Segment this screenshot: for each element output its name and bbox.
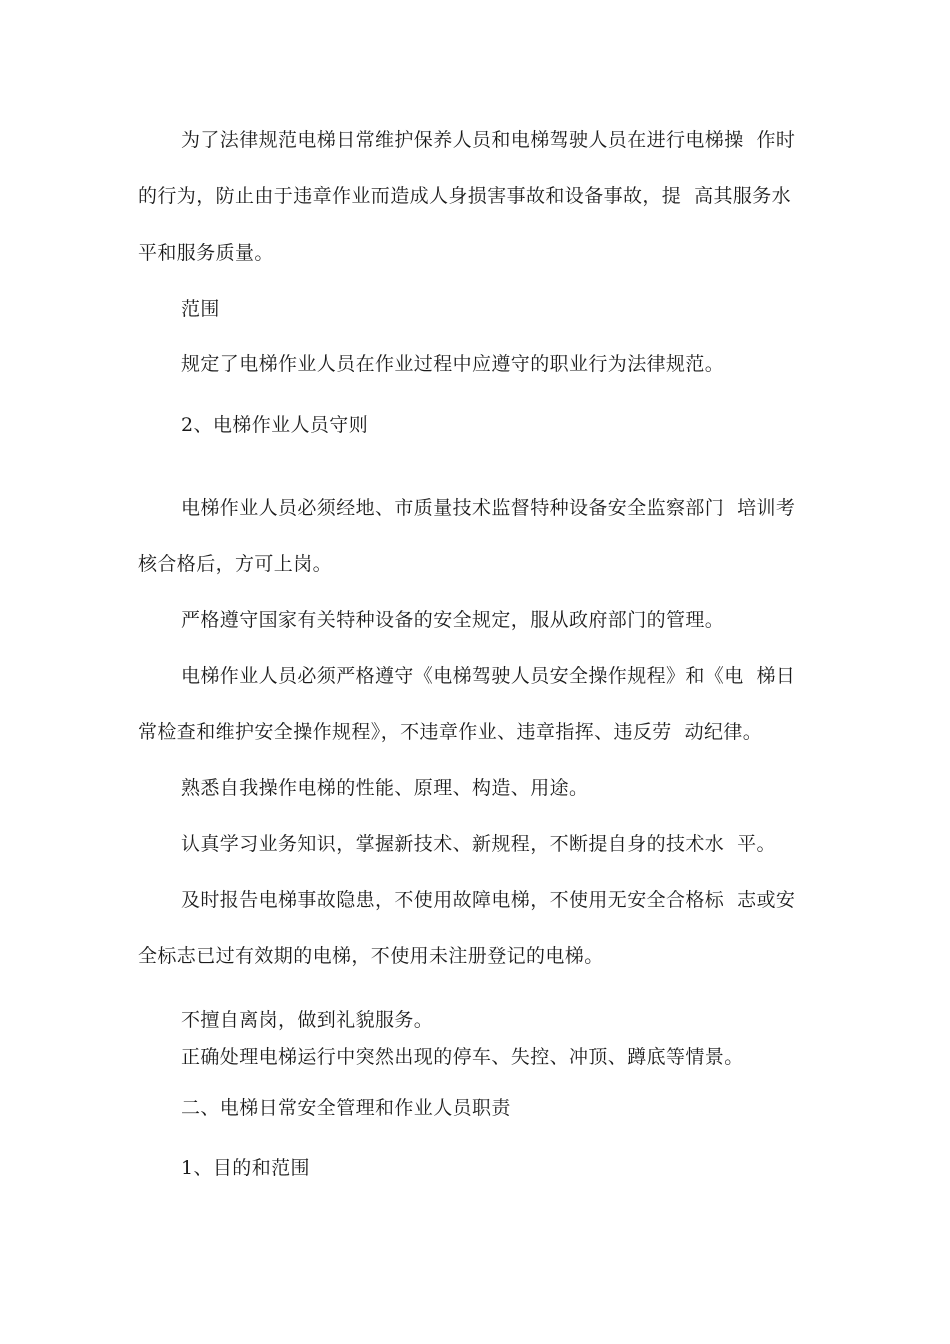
section-heading-safety-management: 二、电梯日常安全管理和作业人员职责 [181,1097,511,1119]
section-heading-operator-rules: 2、电梯作业人员守则 [181,414,369,436]
rule-6-line-2: 全标志已过有效期的电梯，不使用未注册登记的电梯。 [138,945,604,967]
rule-4: 熟悉自我操作电梯的性能、原理、构造、用途。 [181,777,589,799]
purpose-paragraph-line-2: 的行为，防止由于违章作业而造成人身损害事故和设备事故，提 高其服务水 [138,185,792,207]
scope-heading: 范围 [181,298,220,320]
rule-1-line-1: 电梯作业人员必须经地、市质量技术监督特种设备安全监察部门 培训考 [181,497,796,519]
rule-5: 认真学习业务知识，掌握新技术、新规程，不断提自身的技术水 平。 [181,833,776,855]
rule-2: 严格遵守国家有关特种设备的安全规定，服从政府部门的管理。 [181,609,725,631]
subsection-heading-purpose-scope: 1、目的和范围 [181,1157,310,1179]
rule-8: 正确处理电梯运行中突然出现的停车、失控、冲顶、蹲底等情景。 [181,1046,744,1068]
rule-7: 不擅自离岗，做到礼貌服务。 [181,1009,434,1031]
purpose-paragraph-line-1: 为了法律规范电梯日常维护保养人员和电梯驾驶人员在进行电梯操 作时 [181,129,796,151]
purpose-paragraph-line-3: 平和服务质量。 [138,242,274,264]
rule-6-line-1: 及时报告电梯事故隐患，不使用故障电梯，不使用无安全合格标 志或安 [181,889,796,911]
scope-paragraph: 规定了电梯作业人员在作业过程中应遵守的职业行为法律规范。 [181,353,725,375]
rule-1-line-2: 核合格后，方可上岗。 [138,553,333,575]
rule-3-line-2: 常检查和维护安全操作规程》，不违章作业、违章指挥、违反劳 动纪律。 [138,721,763,743]
rule-3-line-1: 电梯作业人员必须严格遵守《电梯驾驶人员安全操作规程》和《电 梯日 [181,665,796,687]
